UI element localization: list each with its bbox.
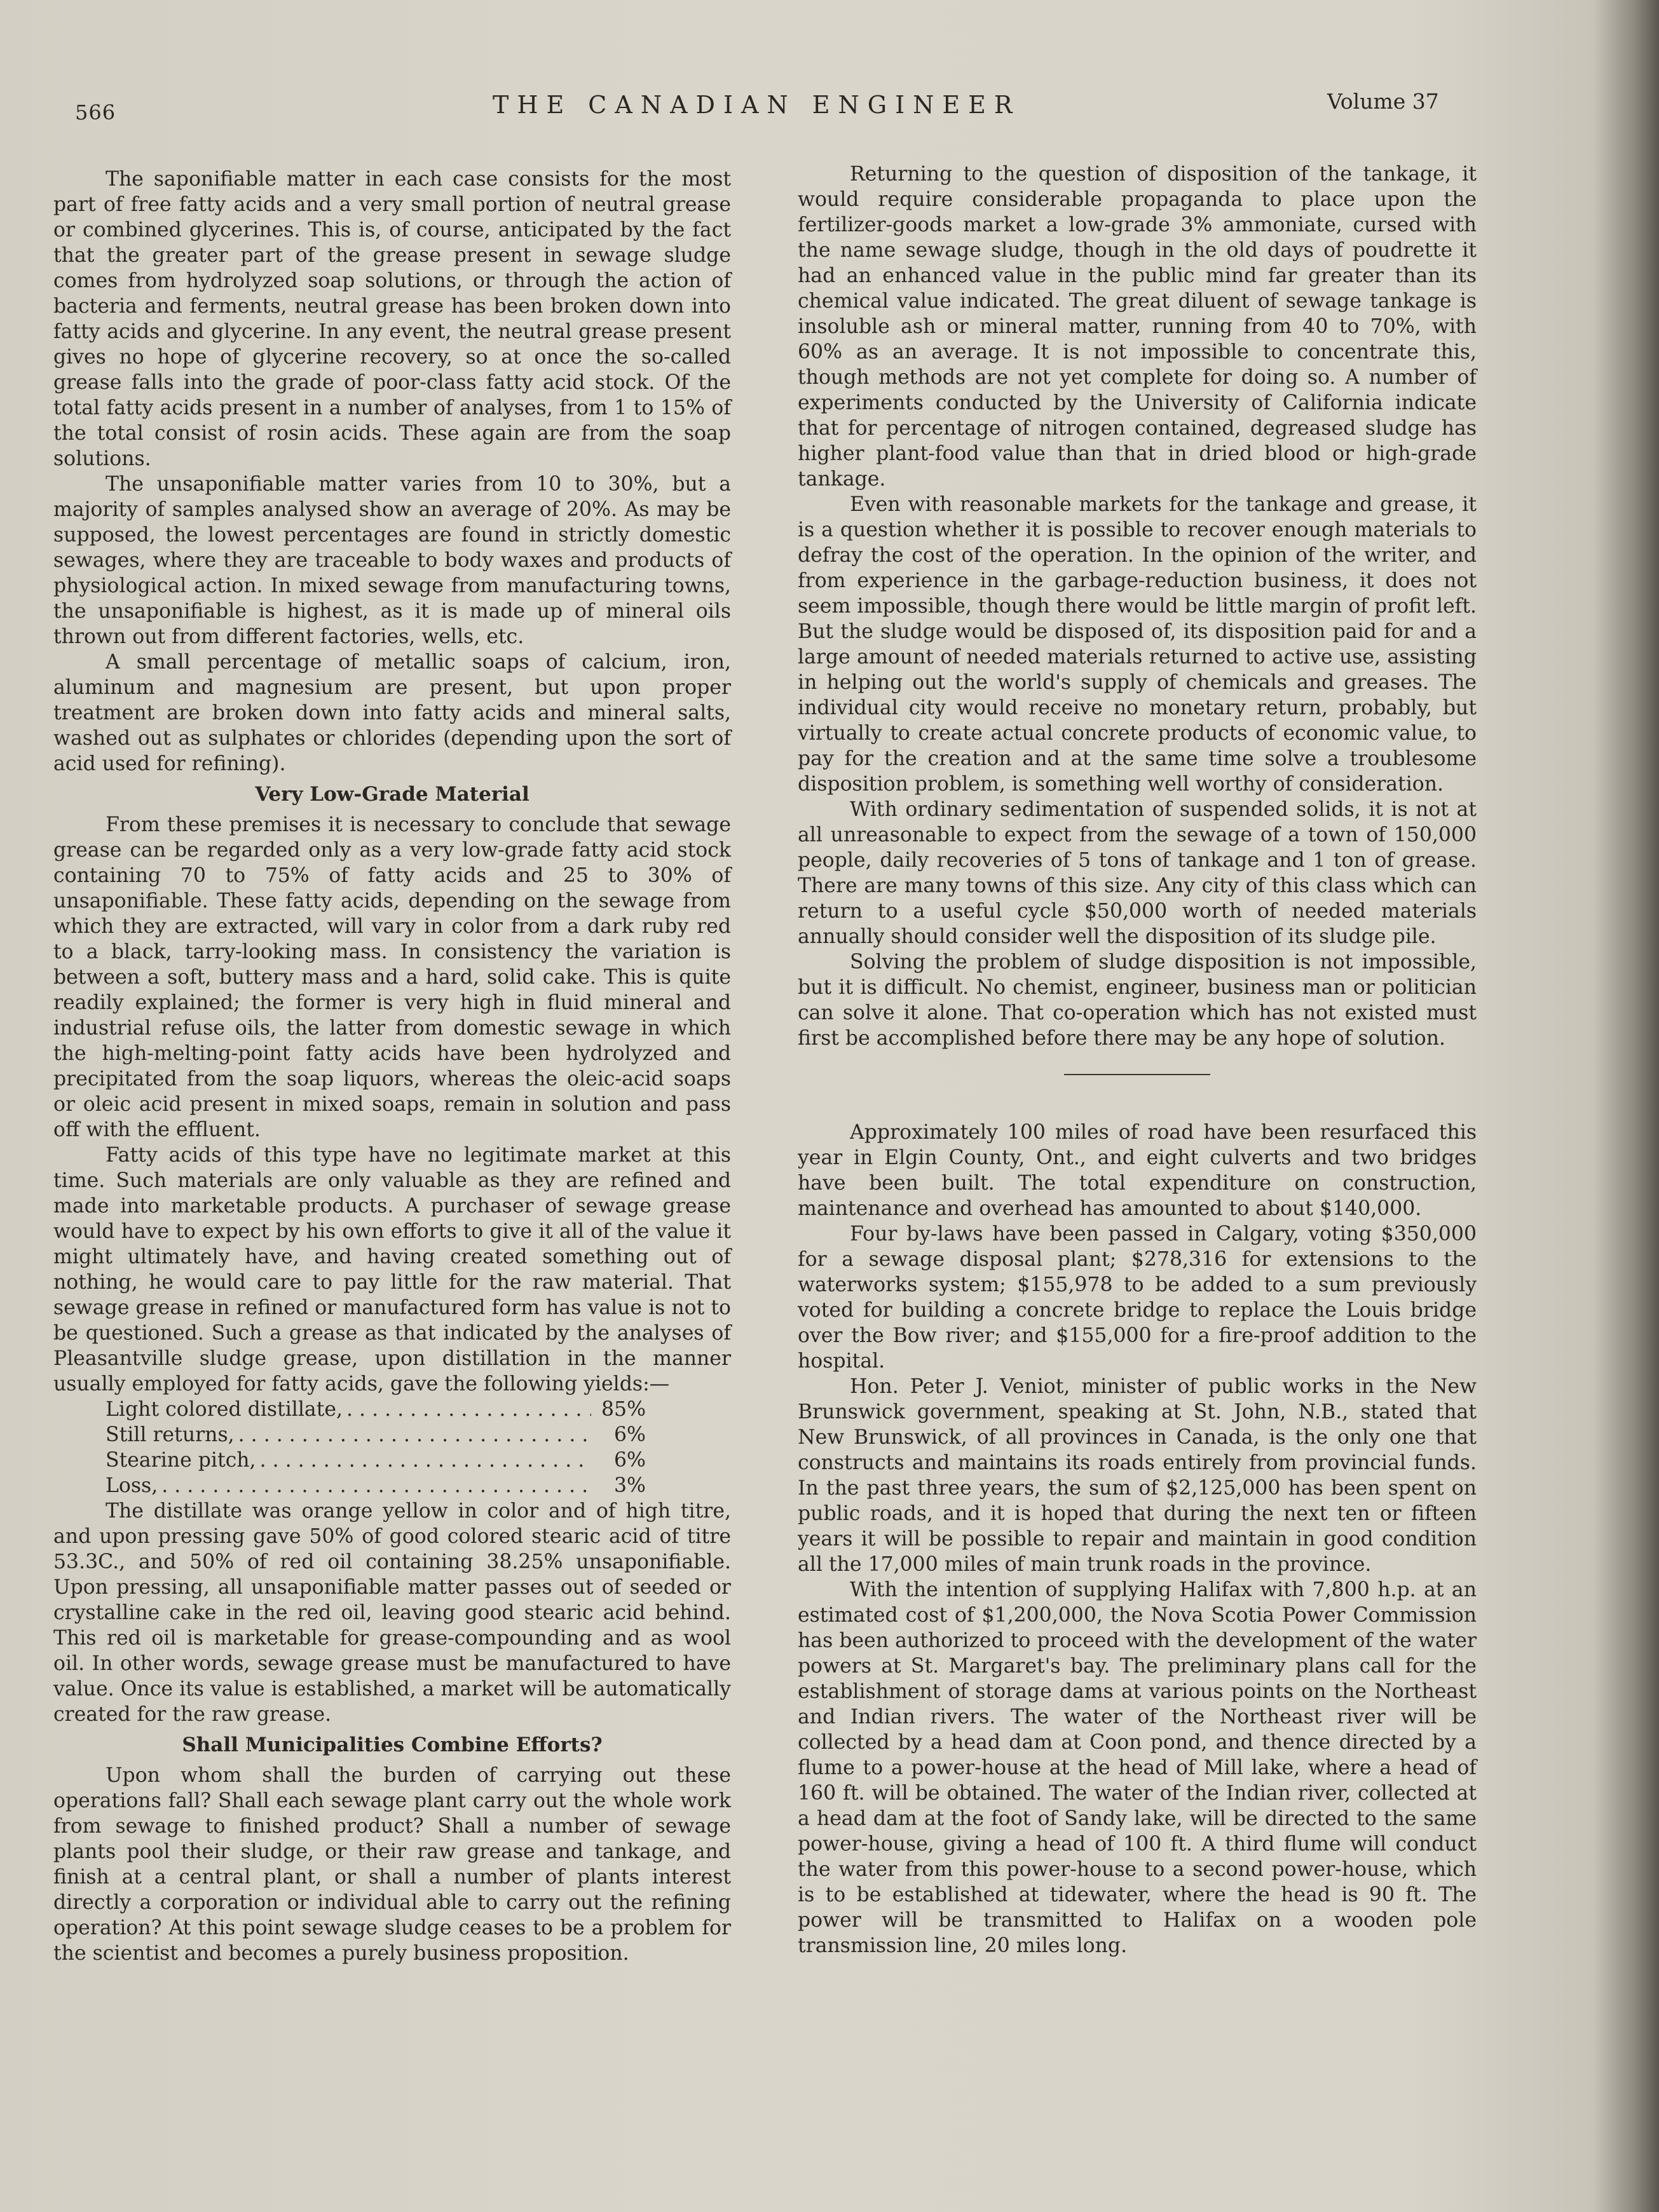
section-heading: Very Low-Grade Material [255, 783, 529, 806]
leader-dots [161, 1473, 591, 1498]
paragraph: A small percentage of metallic soaps of calcium, iron, aluminum and magnesium are present, but upon proper treatment are broken down into fatty acids and mineral salts, washed out as sulphates or chlorides (depending upon the sort of acid used for refining). [53, 651, 731, 775]
yield-value: 85% [601, 1398, 646, 1421]
yield-row [106, 1473, 646, 1498]
news-item: With the intention of supplying Halifax with 7,800 h.p. at an estimated cost of $1,200,000, the Nova Scotia Power Commission has been authorized to proceed with the development of the water powers at St. Margaret's bay. The preliminary plans call for the establishment of storage dams at various points on the Northeast and Indian rivers. The water of the Northeast river will be collected by a head dam at Coon pond, and thence directed by a flume to a power-house at the head of Mill lake, where a head of 160 ft. will be obtained. The water of the Indian river, collected at a head dam at the foot of Sandy lake, will be directed to the same power-house, giving a head of 100 ft. A third flume will conduct the water from this power-house to a second power-house, which is to be established at tidewater, where the head is 90 ft. The power will be transmitted to Halifax on a wooden pole transmission line, 20 miles long. [798, 1578, 1477, 1957]
paragraph: Fatty acids of this type have no legitimate market at this time. Such materials are only valuable as they are refined and made into marketable products. A purchaser of sewage grease would have to expect by his own efforts to give it all of the value it might ultimately have, and having created something out of nothing, he would care to pay little for the raw material. That sewage grease in refined or manufactured form has value is not to be questioned. Such a grease as that indicated by the analyses of Pleasantville sludge grease, upon distillation in the manner usually employed for fatty acids, gave the following yields:— [53, 1144, 731, 1395]
paragraph: With ordinary sedimentation of suspended solids, it is not at all unreasonable to expect from the sewage of a town of 150,000 people, daily recoveries of 5 tons of tankage and 1 ton of grease. There are many towns of this size. Any city of this class which can return to a useful cycle $50,000 worth of needed materials annually should consider well the disposition of its sludge pile. [798, 798, 1477, 948]
yield-value: 6% [614, 1449, 646, 1472]
yield-row [106, 1448, 646, 1473]
paragraph: The distillate was orange yellow in color and of high titre, and upon pressing gave 50% of good colored stearic acid of titre 53.3C., and 50% of red oil containing 38.25% unsaponifiable. Upon pressing, all unsaponifiable matter passes out of seeded or crystalline cake in the red oil, leaving good stearic acid behind. This red oil is marketable for grease-compounding and as wool oil. In other words, sewage grease must be manufactured to have value. Once its value is established, a market will be automatically created for the raw grease. [53, 1500, 731, 1726]
paragraph: Even with reasonable markets for the tankage and grease, it is a question whether it is possible to recover enough materials to defray the cost of the operation. In the opinion of the writer, and from experience in the garbage-reduction business, it does not seem impossible, though there would be little margin of profit left. But the sludge would be disposed of, its disposition paid for and a large amount of needed materials returned to active use, assisting in helping out the world's supply of chemicals and greases. The individual city would receive no monetary return, probably, but virtually to create actual concrete products of economic value, to pay for the creation and at the same time solve a troublesome disposition problem, is something well worthy of consideration. [798, 493, 1477, 796]
right-column [798, 161, 1477, 1958]
leader-dots [238, 1422, 591, 1448]
paragraph: Upon whom shall the burden of carrying out these operations fall? Shall each sewage plant carry out the whole work from sewage to finished product? Shall a number of sewage plants pool their sludge, or their raw grease and tankage, and finish at a central plant, or shall a number of plants interest directly a corporation or individual able to carry out the refining operation? At this point sewage sludge ceases to be a problem for the scientist and becomes a purely business proposition. [53, 1764, 731, 1965]
section-heading: Shall Municipalities Combine Efforts? [182, 1734, 603, 1756]
paragraph: Returning to the question of disposition of the tankage, it would require considerable propaganda to place upon the fertilizer-goods market a low-grade 3% ammoniate, cursed with the name sewage sludge, though in the old days of poudrette it had an enhanced value in the public mind far greater than its chemical value indicated. The great diluent of sewage tankage is insoluble ash or mineral matter, running from 40 to 70%, with 60% as an average. It is not impossible to concentrate this, though methods are not yet complete for doing so. A number of experiments conducted by the University of California indicate that for percentage of nitrogen contained, degreased sludge has higher plant-food value than that in dried blood or high-grade tankage. [798, 163, 1477, 491]
volume-label: Volume 37 [1327, 89, 1439, 114]
journal-title: THE CANADIAN ENGINEER [493, 91, 1021, 119]
yield-row [106, 1397, 646, 1422]
news-item: Hon. Peter J. Veniot, minister of public works in the New Brunswick government, speaking at St. John, N.B., stated that New Brunswick, of all provinces in Canada, is the only one that constructs and maintains its roads entirely from provincial funds. In the past three years, the sum of $2,125,000 has been spent on public roads, and it is hoped that during the next ten or fifteen years it will be possible to repair and maintain in good condition all the 17,000 miles of main trunk roads in the province. [798, 1375, 1477, 1576]
news-item: Four by-laws have been passed in Calgary, voting $350,000 for a sewage disposal plant; $278,316 for extensions to the waterworks system; $155,978 to be added to a sum previously voted for building a concrete bridge to replace the Louis bridge over the Bow river; and $155,000 for a fire-proof addition to the hospital. [798, 1223, 1477, 1373]
page-number: 566 [75, 100, 116, 125]
yield-row [106, 1422, 646, 1448]
yield-label: Light colored distillate, [106, 1398, 343, 1421]
yield-value: 3% [614, 1474, 646, 1497]
paragraph: The unsaponifiable matter varies from 10 to 30%, but a majority of samples analysed show an average of 20%. As may be supposed, the lowest percentages are found in strictly domestic sewages, where they are traceable to body waxes and products of physiological action. In mixed sewage from manufacturing towns, the unsaponifiable is highest, as it is made up of mineral oils thrown out from different factories, wells, etc. [53, 473, 731, 648]
section-divider [1064, 1074, 1210, 1075]
yield-label: Loss, [106, 1474, 158, 1497]
yield-value: 6% [614, 1423, 646, 1446]
yield-label: Still returns, [106, 1423, 235, 1446]
paragraph: From these premises it is necessary to conclude that sewage grease can be regarded only as a very low-grade fatty acid stock containing 70 to 75% of fatty acids and 25 to 30% of unsaponifiable. These fatty acids, depending on the sewage from which they are extracted, will vary in color from a dark ruby red to a black, tarry-looking mass. In consistency the variation is between a soft, buttery mass and a hard, solid cake. This is quite readily explained; the former is very high in fluid mineral and industrial refuse oils, the latter from domestic sewage in which the high-melting-point fatty acids have been hydrolyzed and precipitated from the soap liquors, whereas the oleic-acid soaps or oleic acid present in mixed soaps, remain in solution and pass off with the effluent. [53, 813, 731, 1141]
leader-dots [260, 1448, 591, 1473]
yields-table [106, 1397, 731, 1498]
left-column [53, 166, 731, 1966]
paragraph: The saponifiable matter in each case consists for the most part of free fatty acids and a very small portion of neutral grease or combined glycerines. This is, of course, anticipated by the fact that the greater part of the grease present in sewage sludge comes from hydrolyzed soap solutions, or through the action of bacteria and ferments, neutral grease has been broken down into fatty acids and glycerine. In any event, the neutral grease present gives no hope of glycerine recovery, so at once the so-called grease falls into the grade of poor-class fatty acid stock. Of the total fatty acids present in a number of analyses, from 1 to 15% of the total consist of rosin acids. These again are from the soap solutions. [53, 168, 731, 470]
paragraph: Solving the problem of sludge disposition is not impossible, but it is difficult. No chemist, engineer, business man or politician can solve it alone. That co-operation which has not existed must first be accomplished before there may be any hope of solution. [798, 951, 1477, 1050]
yield-label: Stearine pitch, [106, 1449, 256, 1472]
news-item: Approximately 100 miles of road have been resurfaced this year in Elgin County, Ont., and eight culverts and two bridges have been built. The total expenditure on construction, maintenance and overhead has amounted to about $140,000. [798, 1121, 1477, 1220]
leader-dots [346, 1397, 591, 1422]
